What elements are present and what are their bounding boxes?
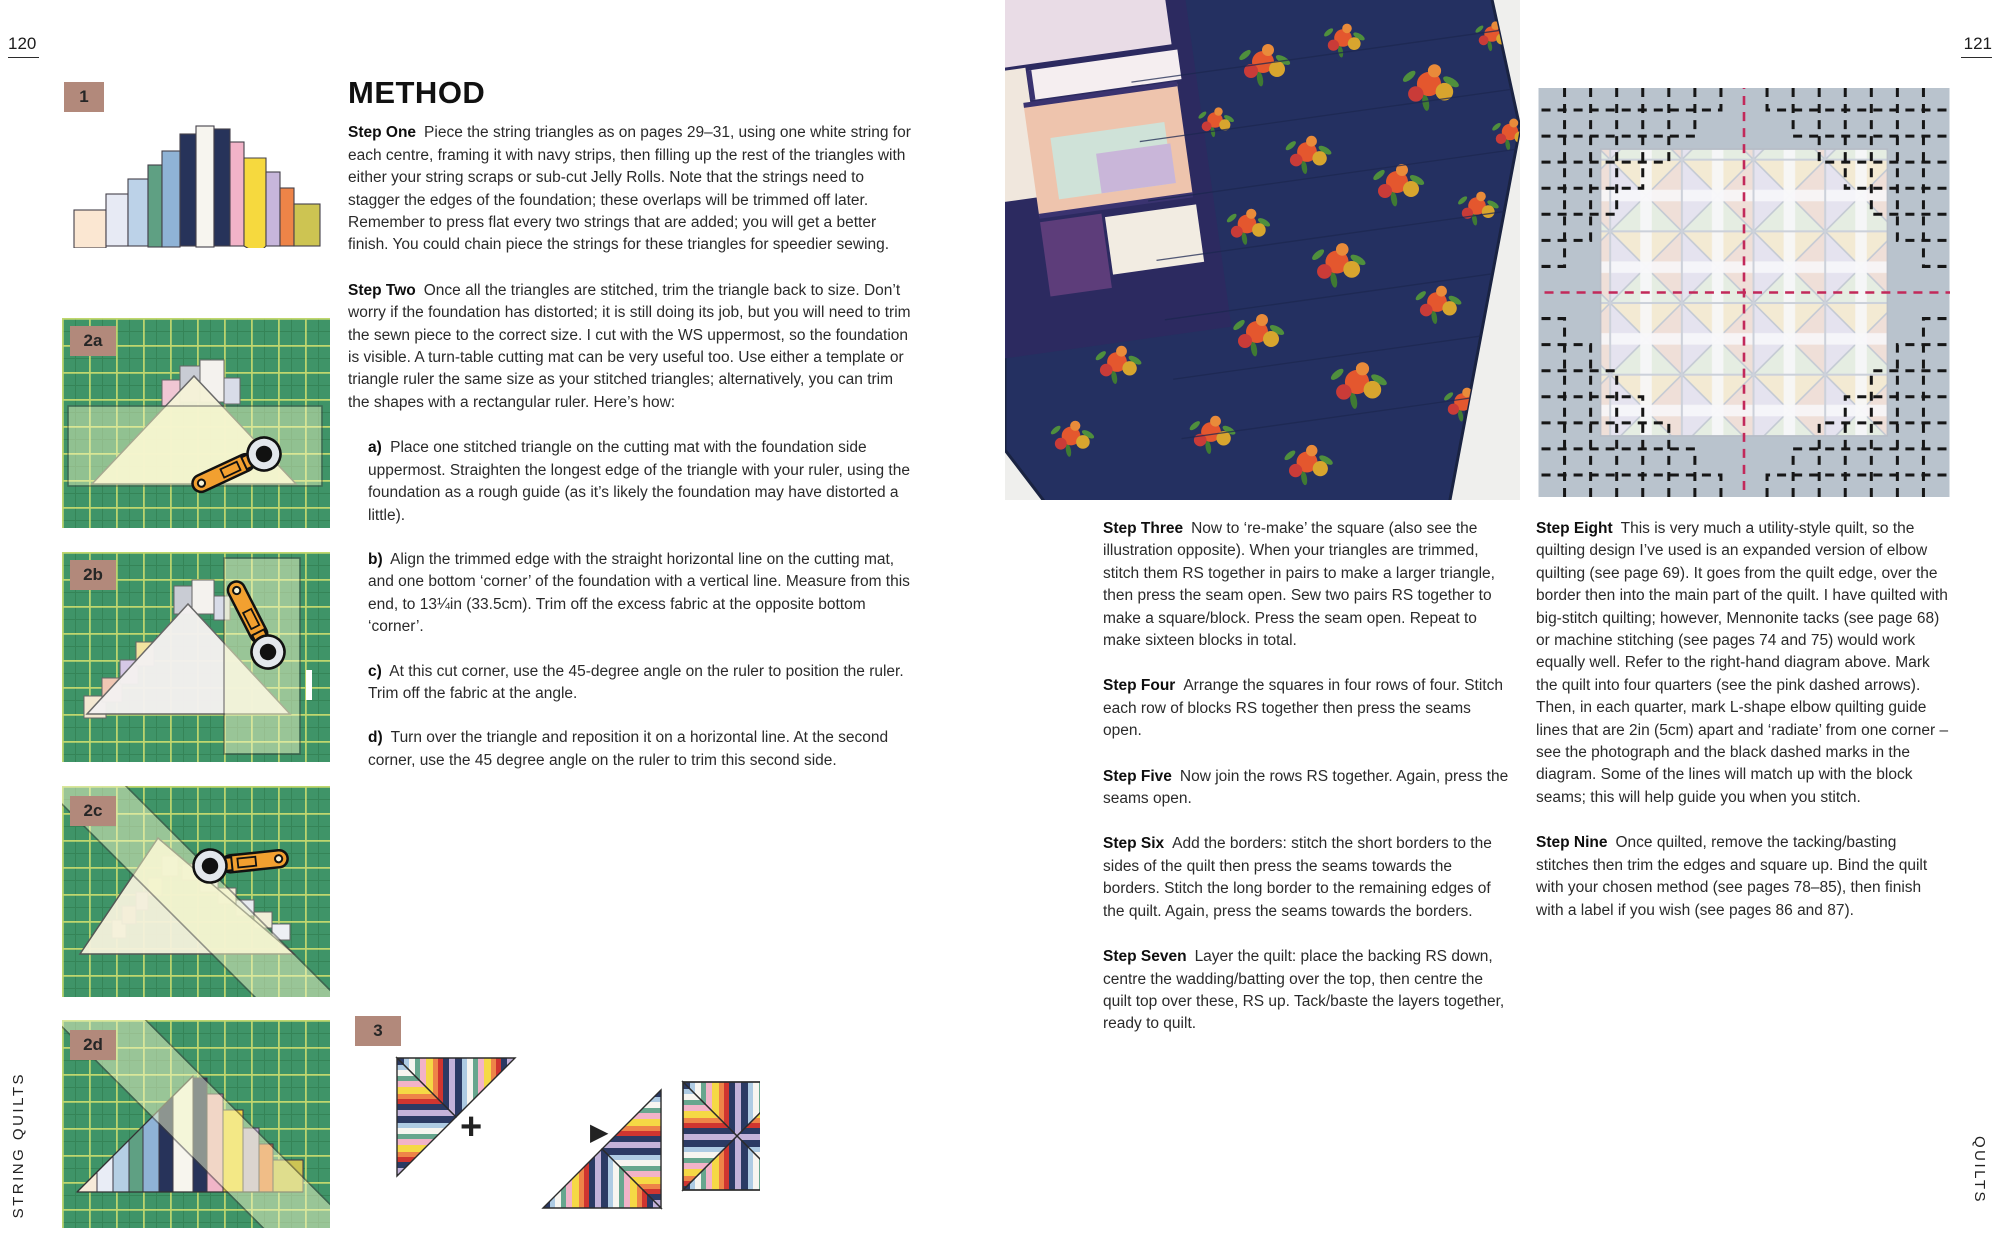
step-eight-paragraph: [1536, 518, 1952, 809]
substep-label: d): [368, 729, 383, 747]
method-column: [348, 75, 911, 794]
step-five-paragraph: [1103, 766, 1512, 811]
step-four-paragraph: [1103, 675, 1512, 742]
substep-label: c): [368, 662, 382, 680]
step-six-paragraph: [1103, 833, 1512, 923]
figure-3-plus: +: [460, 1106, 483, 1148]
mat-mark: [306, 670, 312, 700]
substep-c: [368, 661, 911, 706]
substep-label: a): [368, 439, 382, 457]
page-number-left: 120: [8, 34, 39, 58]
step-text: Now to ‘re-make’ the square (also see the illustration opposite). When your triangles are trimmed, stitch them RS together in pairs to make a larger triangle, then press the seam open. Sew two pairs RS together to make a square/block. Press the seam open. Repeat to make sixteen blocks in total.: [1103, 520, 1495, 650]
right-column-one: [1103, 518, 1512, 1059]
figure-1-label: 1: [64, 82, 104, 112]
step-label: Step Three: [1103, 520, 1184, 537]
step-label: Step Five: [1103, 767, 1172, 785]
page-number-right: 121: [1961, 34, 1992, 58]
substep-text: At this cut corner, use the 45-degree angle on the ruler to position the ruler. Trim off the fabric at the angle.: [368, 662, 904, 702]
figure-3-block-assembly: [395, 1050, 760, 1222]
substep-text: Place one stitched triangle on the cutting mat with the foundation side uppermost. Straighten the longest edge of the triangle with your ruler, using the foundation as a rough guide (as it’s likely the foundation may have distorted a little).: [368, 439, 910, 524]
quilt-photograph: [1005, 0, 1520, 500]
figure-2a-label: 2a: [70, 326, 116, 356]
figure-2c-label: 2c: [70, 796, 116, 826]
method-title: METHOD: [348, 75, 486, 110]
substeps: [368, 437, 911, 772]
step-text: Once quilted, remove the tacking/basting stitches then trim the edges and square up. Bind the quilt with your chosen method (see pages 78–85), then finish with a label if you wish (see pages 86 and 87).: [1536, 834, 1928, 919]
substep-b: [368, 549, 911, 639]
substep-a: [368, 437, 911, 527]
figure-1-string-strips: [72, 96, 322, 248]
sidebar-right-chapter-title: QUILTS: [1971, 1136, 1988, 1205]
triangle-b: [543, 1090, 661, 1208]
step-label: Step Two: [348, 281, 416, 299]
substep-text: Align the trimmed edge with the straight horizontal line on the cutting mat, and one bottom ‘corner’ of the foundation with a vertical line. Measure from this end, to 13¼in (33.5cm). Trim off the excess fabric at the opposite bottom ‘corner’.: [368, 550, 910, 636]
sidebar-left-chapter-title: STRING QUILTS: [10, 1072, 27, 1219]
substep-label: b): [368, 550, 383, 568]
step-text: This is very much a utility-style quilt, so the quilting design I’ve used is an expanded version of elbow quilting (see page 69). It goes from the quilt edge, over the border then into the main part of the quilt. I have quilted with big-stitch quilting; however, Mennonite tacks (see page 68) or machine stitching (see pages 74 and 75) would work equally well. Refer to the right-hand diagram above. Mark the quilt into four quarters (see the pink dashed arrows). Then, in each quarter, mark L-shape elbow quilting guide lines that are 2in (5cm) apart and ‘radiate’ from one corner – see the photograph and the black dashed marks in the diagram. Some of the lines will match up with the block seams; this will help guide you when you stitch.: [1536, 520, 1949, 806]
step-seven-paragraph: [1103, 946, 1512, 1036]
figure-2d-label: 2d: [70, 1030, 116, 1060]
step-label: Step One: [348, 124, 417, 142]
step-label: Step Seven: [1103, 948, 1187, 966]
step-text: Add the borders: stitch the short borders to the sides of the quilt then press the seams towards the borders. Stitch the long border to the remaining edges of the quilt. Again, press the seams towards the borders.: [1103, 835, 1492, 920]
elbow-quilting-diagram: [1538, 88, 1950, 497]
step-three-paragraph: [1103, 518, 1512, 652]
step-label: Step Nine: [1536, 834, 1608, 852]
finished-block: [683, 1082, 760, 1190]
step-label: Step Six: [1103, 835, 1165, 853]
step-text: Arrange the squares in four rows of four. Stitch each row of blocks RS together then press the seams open.: [1103, 677, 1503, 740]
step-text: Now join the rows RS together. Again, press the seams open.: [1103, 767, 1509, 808]
triangle-a: [397, 1058, 515, 1176]
step-text: Once all the triangles are stitched, trim the triangle back to size. Don’t worry if the foundation has distorted; it is still doing its job, but you will need to trim the sewn piece to the correct size. I cut with the WS uppermost, so the foundation is visible. A turn-table cutting mat can be very useful too. Use either a template or triangle ruler the same size as your stitched triangles; alternatively, you can trim the shapes with a rectangular ruler. Here’s how:: [348, 281, 911, 411]
step-text: Piece the string triangles as on pages 29–31, using one white string for each centre, framing it with navy strips, then filling up the rest of the triangles with either your string scraps or sub-cut Jelly Rolls. Note that the strings need to stagger the edges of the foundation; these overlaps will be trimmed off later. Remember to press flat every two strings that are added; you will get a better finish. You could chain piece the strings for these triangles for speedier sewing.: [348, 124, 911, 254]
step-label: Step Four: [1103, 677, 1176, 695]
substep-d: [368, 727, 911, 772]
figure-3-arrow: ▶: [590, 1119, 609, 1146]
right-column-two: [1536, 518, 1952, 945]
substep-text: Turn over the triangle and reposition it on a horizontal line. At the second corner, use the 45 degree angle on the ruler to trim this second side.: [368, 729, 889, 769]
figure-2b-label: 2b: [70, 560, 116, 590]
step-one-paragraph: [348, 122, 911, 256]
step-two-paragraph: [348, 280, 911, 414]
step-label: Step Eight: [1536, 520, 1613, 537]
ruler: [68, 406, 322, 486]
step-text: Layer the quilt: place the backing RS down, centre the wadding/batting over the top, then centre the quilt top over these, RS up. Tack/baste the layers together, ready to quilt.: [1103, 948, 1505, 1033]
step-nine-paragraph: [1536, 832, 1952, 922]
figure-3-label: 3: [355, 1016, 401, 1046]
